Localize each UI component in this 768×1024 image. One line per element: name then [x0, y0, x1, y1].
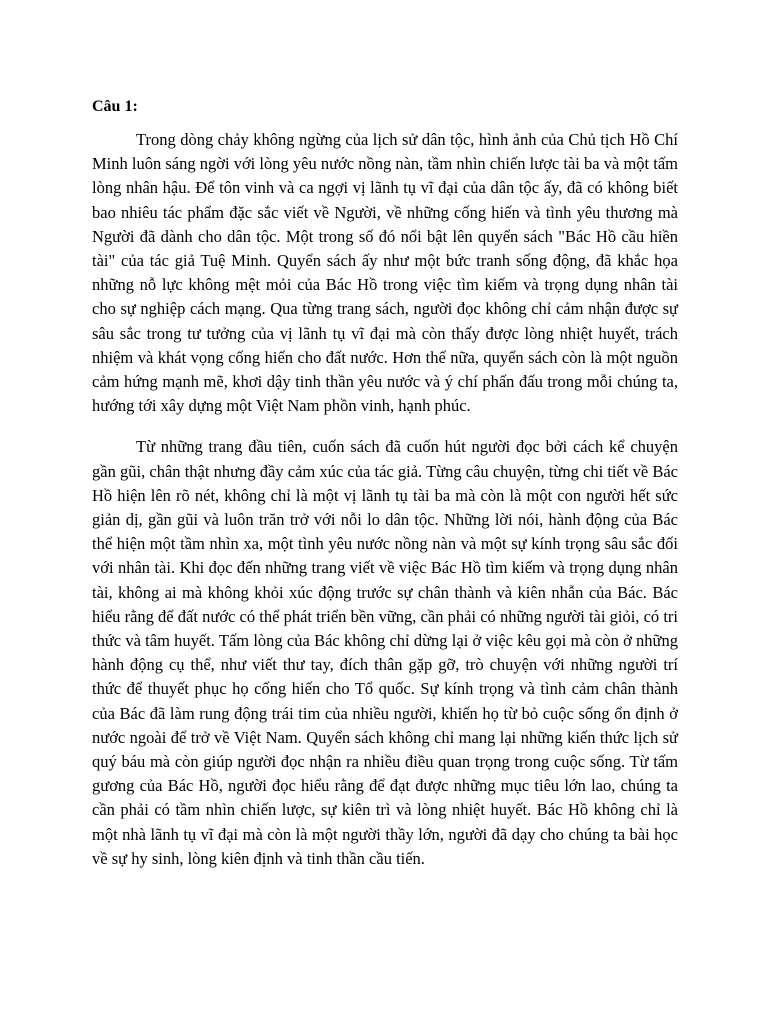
- paragraph-2: Từ những trang đầu tiên, cuốn sách đã cuốn hút người đọc bởi cách kể chuyện gần gũi, chân thật nhưng đầy cảm xúc của tác giả. Từng câu chuyện, từng chi tiết về Bác Hồ hiện lên rõ nét, không chỉ là một vị lãnh tụ tài ba mà còn là một con người hết sức giản dị, gần gũi và luôn trăn trở với nỗi lo dân tộc. Những lời nói, hành động của Bác thể hiện một tầm nhìn xa, một tình yêu nước nồng nàn và một sự kính trọng sâu sắc đối với nhân tài. Khi đọc đến những trang viết về việc Bác Hồ tìm kiếm và trọng dụng nhân tài, không ai mà không khỏi xúc động trước sự chân thành và kiên nhẫn của Bác. Bác hiểu rằng để đất nước có thể phát triển bền vững, cần phải có những người tài giỏi, có tri thức và tâm huyết. Tấm lòng của Bác không chỉ dừng lại ở việc kêu gọi mà còn ở những hành động cụ thể, như viết thư tay, đích thân gặp gỡ, trò chuyện với những người trí thức để thuyết phục họ cống hiến cho Tổ quốc. Sự kính trọng và tình cảm chân thành của Bác đã làm rung động trái tim của nhiều người, khiến họ từ bỏ cuộc sống ổn định ở nước ngoài để trở về Việt Nam. Quyển sách không chỉ mang lại những kiến thức lịch sử quý báu mà còn giúp người đọc nhận ra nhiều điều quan trọng trong cuộc sống. Từ tấm gương của Bác Hồ, người đọc hiểu rằng để đạt được những mục tiêu lớn lao, chúng ta cần phải có tầm nhìn chiến lược, sự kiên trì và lòng nhiệt huyết. Bác Hồ không chỉ là một nhà lãnh tụ vĩ đại mà còn là một người thầy lớn, người đã dạy cho chúng ta bài học về sự hy sinh, lòng kiên định và tinh thần cầu tiến.: [92, 437, 678, 868]
- question-heading: Câu 1:: [92, 98, 138, 115]
- document-page: [92, 96, 678, 888]
- paragraph-1: Trong dòng chảy không ngừng của lịch sử dân tộc, hình ảnh của Chủ tịch Hồ Chí Minh luôn sáng ngời với lòng yêu nước nồng nàn, tầm nhìn chiến lược tài ba và một tấm lòng nhân hậu. Để tôn vinh và ca ngợi vị lãnh tụ vĩ đại của dân tộc ấy, đã có không biết bao nhiêu tác phẩm đặc sắc viết về Người, về những cống hiến và tình yêu thương mà Người đã dành cho dân tộc. Một trong số đó nổi bật lên quyển sách "Bác Hồ cầu hiền tài" của tác giả Tuệ Minh. Quyển sách ấy như một bức tranh sống động, đã khắc họa những nỗ lực không mệt mỏi của Bác Hồ trong việc tìm kiếm và trọng dụng nhân tài cho sự nghiệp cách mạng. Qua từng trang sách, người đọc không chỉ cảm nhận được sự sâu sắc trong tư tưởng của vị lãnh tụ vĩ đại mà còn thấy được lòng nhiệt huyết, trách nhiệm và khát vọng cống hiến cho đất nước. Hơn thế nữa, quyển sách còn là một nguồn cảm hứng mạnh mẽ, khơi dậy tinh thần yêu nước và ý chí phấn đấu trong mỗi chúng ta, hướng tới xây dựng một Việt Nam phồn vinh, hạnh phúc.: [92, 130, 678, 416]
